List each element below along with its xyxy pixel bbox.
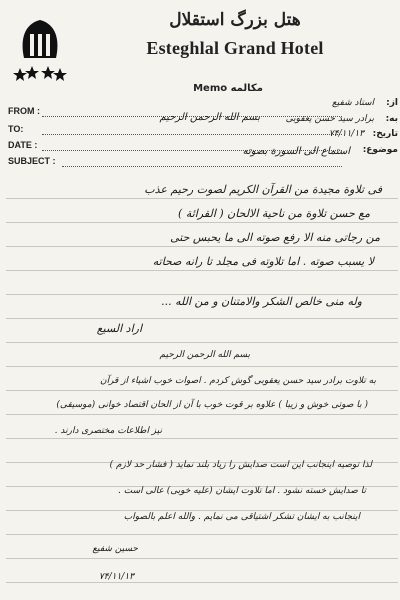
to-label: TO: — [8, 124, 24, 134]
handwritten-from: استاد شفیع — [332, 98, 374, 108]
ruled-line — [6, 366, 398, 367]
hotel-name-persian: هتل بزرگ استقلال — [169, 10, 301, 30]
ruled-line — [6, 198, 398, 199]
ruled-line — [6, 270, 398, 271]
handwritten-basmala-mid: بسم الله الرحمن الرحیم — [159, 350, 250, 360]
to-label-fa: به: — [385, 114, 398, 124]
persian-line: نیز اطلاعات مختصری دارند . — [54, 426, 162, 436]
arabic-line: وله منی خالص الشکر والامتنان و من الله ... — [161, 295, 362, 308]
persian-line: تا صدایش خسته نشود . اما تلاوت ایشان (علیه خوبی) عالی است . — [118, 486, 366, 496]
date-label: DATE : — [8, 140, 38, 150]
ruled-line — [6, 558, 398, 559]
from-label: FROM : — [8, 106, 40, 116]
ruled-line — [6, 414, 398, 415]
subject-field-line — [62, 166, 342, 167]
handwritten-basmala-top: بسم الله الرحمن الرحیم — [159, 112, 260, 123]
persian-line: لذا توصیه اینجانب این است صدایش را زیاد بلند نماید ( فشار حد لازم ) — [109, 460, 372, 470]
subject-label-fa: موضوع: — [362, 145, 398, 155]
handwritten-to: برادر سید حسن یعقوبی — [285, 114, 374, 124]
ruled-line — [6, 222, 398, 223]
persian-line: اینجانب به ایشان تشکر اشتیاقی می نمایم . والله اعلم بالصواب — [123, 512, 360, 522]
persian-line: ( با صوتی خوش و زیبا ) علاوه بر قوت خوب با آن از الحان اقتصاد خوانی (موسیقی) — [56, 400, 368, 410]
hotel-logo-icon — [12, 18, 68, 84]
arabic-line: من رجاتی منه الا رفع صوته الی ما یحبس حتی — [170, 231, 380, 244]
handwritten-date: ۷۴/۱۱/۱۳ — [328, 129, 364, 139]
ruled-line — [6, 510, 398, 511]
subject-label: SUBJECT : — [8, 156, 56, 166]
from-label-fa: از: — [386, 98, 398, 108]
to-field-line — [42, 134, 342, 135]
memo-title: Memo مکالمه — [193, 83, 263, 94]
persian-signature: حسین شفیع — [92, 544, 138, 554]
ruled-line — [6, 246, 398, 247]
ruled-line — [6, 342, 398, 343]
ruled-line — [6, 534, 398, 535]
ruled-line — [6, 390, 398, 391]
arabic-line: مع حسن تلاوة من ناحیة الالحان ( القرائة ) — [178, 207, 370, 220]
handwritten-subject: استماع الی السورة بصوته — [242, 146, 350, 157]
arabic-signature: اراد السیع — [96, 322, 142, 335]
ruled-line — [6, 318, 398, 319]
arabic-line: فی تلاوة مجیدة من القرآن الکریم لصوت رحیم عذب — [144, 183, 382, 196]
footer-date: ۷۴/۱۱/۱۳ — [98, 572, 134, 582]
ruled-line — [6, 582, 398, 583]
arabic-line: لا یسبب صوته . اما تلاوته فی مجلد تا رانه صحاته — [152, 255, 374, 268]
persian-line: به تلاوت برادر سید حسن یعقوبی گوش کردم . اصوات خوب اشیاء از قرآن — [99, 376, 376, 386]
hotel-name-english: Esteghlal Grand Hotel — [146, 38, 324, 58]
date-label-fa: تاریخ: — [372, 129, 398, 139]
ruled-line — [6, 438, 398, 439]
